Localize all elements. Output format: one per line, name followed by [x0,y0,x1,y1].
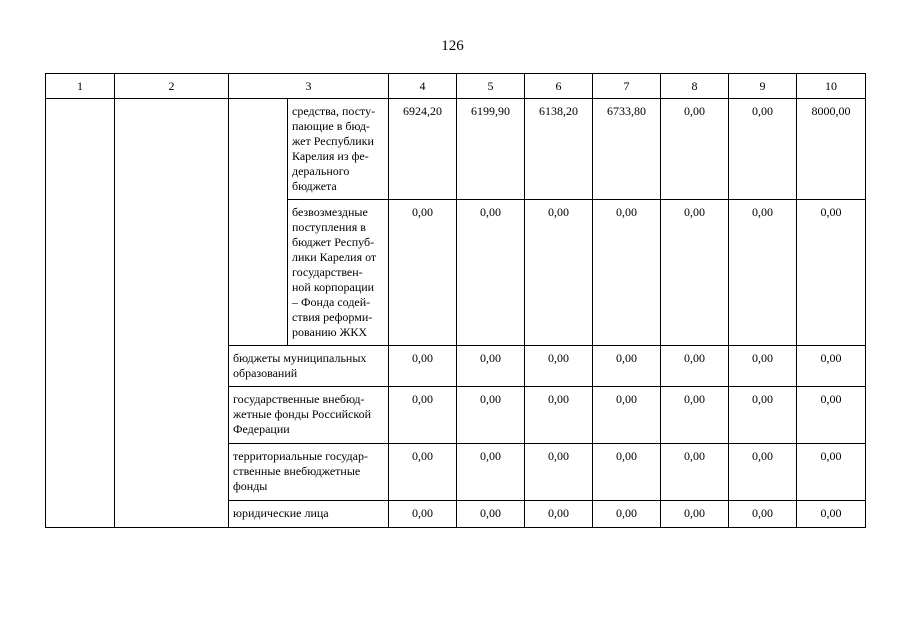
value-cell: 0,00 [729,444,797,501]
row-label: территориальные государ- ственные внебюджетные фонды [229,444,389,501]
row-label: безвозмездные поступления в бюджет Респуб- лики Карелия от государствен- ной корпорации – Фонда содей- ствия реформи- рованию ЖКХ [288,200,389,346]
value-cell: 0,00 [661,387,729,444]
value-cell: 6138,20 [525,99,593,200]
value-cell: 0,00 [593,501,661,528]
value-cell: 0,00 [797,346,866,387]
column-header: 9 [729,74,797,99]
value-cell: 6733,80 [593,99,661,200]
value-cell: 0,00 [525,387,593,444]
column-header: 10 [797,74,866,99]
value-cell: 0,00 [389,387,457,444]
value-cell: 0,00 [593,200,661,346]
value-cell: 0,00 [797,200,866,346]
row-label: государственные внебюд- жетные фонды Российской Федерации [229,387,389,444]
value-cell: 0,00 [457,346,525,387]
column-header: 4 [389,74,457,99]
column-header: 3 [229,74,389,99]
value-cell: 0,00 [729,501,797,528]
value-cell: 0,00 [661,346,729,387]
value-cell: 0,00 [457,444,525,501]
value-cell: 0,00 [457,387,525,444]
value-cell: 0,00 [729,346,797,387]
column-header: 6 [525,74,593,99]
value-cell: 0,00 [525,444,593,501]
value-cell: 0,00 [389,444,457,501]
value-cell: 0,00 [729,99,797,200]
column-header: 8 [661,74,729,99]
value-cell: 0,00 [661,444,729,501]
value-cell: 6924,20 [389,99,457,200]
value-cell: 0,00 [797,501,866,528]
row-label: юридические лица [229,501,389,528]
value-cell: 0,00 [389,501,457,528]
value-cell: 0,00 [525,346,593,387]
value-cell: 0,00 [389,346,457,387]
value-cell: 0,00 [797,444,866,501]
value-cell: 0,00 [593,346,661,387]
value-cell: 0,00 [797,387,866,444]
value-cell: 0,00 [661,99,729,200]
value-cell: 8000,00 [797,99,866,200]
budget-table [45,73,866,528]
empty-cell-col2 [115,99,229,528]
table-row [46,99,866,200]
empty-cell-col3-indent [229,99,288,346]
column-numbers-row [46,74,866,99]
value-cell: 0,00 [457,501,525,528]
value-cell: 0,00 [729,200,797,346]
page-number: 126 [441,38,464,54]
value-cell: 0,00 [389,200,457,346]
value-cell: 0,00 [593,444,661,501]
empty-cell-col1 [46,99,115,528]
value-cell: 6199,90 [457,99,525,200]
row-label: средства, посту- пающие в бюд- жет Республики Карелия из фе- дерального бюджета [288,99,389,200]
row-label: бюджеты муниципальных образований [229,346,389,387]
value-cell: 0,00 [661,200,729,346]
column-header: 7 [593,74,661,99]
value-cell: 0,00 [661,501,729,528]
value-cell: 0,00 [457,200,525,346]
value-cell: 0,00 [729,387,797,444]
column-header: 5 [457,74,525,99]
column-header: 2 [115,74,229,99]
value-cell: 0,00 [525,200,593,346]
value-cell: 0,00 [525,501,593,528]
value-cell: 0,00 [593,387,661,444]
column-header: 1 [46,74,115,99]
